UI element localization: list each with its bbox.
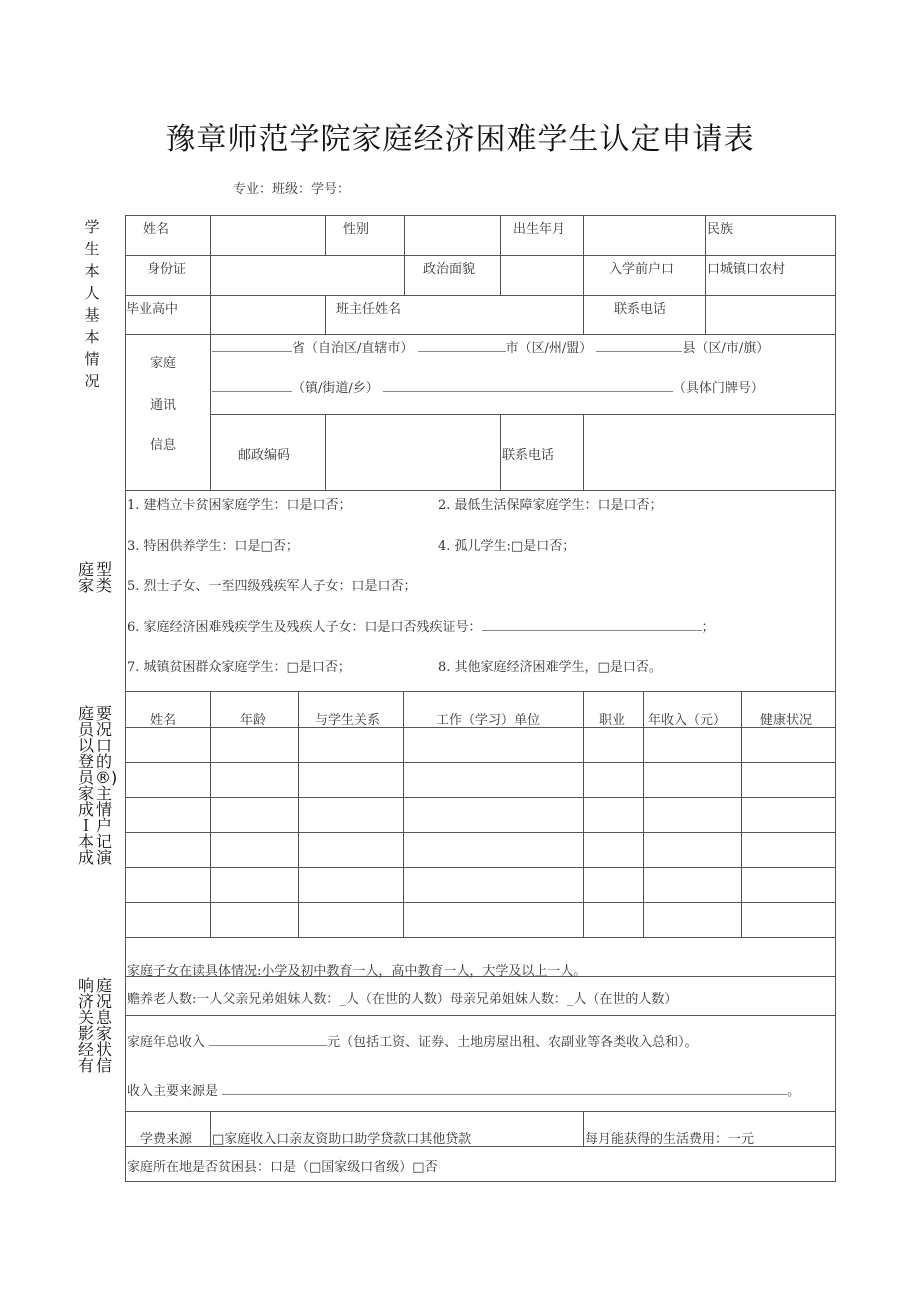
member-cell[interactable]	[126, 798, 210, 831]
address-line-1: 省（自治区/直辖市） 市（区/州/盟） 县（区/市/旗）	[212, 337, 769, 356]
name-field[interactable]	[211, 216, 324, 254]
postcode-field[interactable]	[326, 415, 499, 489]
door-blank[interactable]	[383, 379, 673, 392]
income-source-line: 收入主要来源是 。	[127, 1084, 801, 1099]
member-cell[interactable]	[644, 728, 741, 761]
side-label-char: 要	[95, 704, 112, 723]
side-label-char: 家	[95, 1024, 112, 1043]
member-cell[interactable]	[404, 833, 583, 866]
members-header-name: 姓名	[150, 713, 177, 728]
gender-label: 性别	[343, 222, 370, 237]
side-label-char: 口	[95, 736, 112, 755]
side-label-char: 息	[95, 1008, 112, 1027]
side-label-char: 本	[77, 832, 94, 851]
ethnicity-label: 民族	[707, 222, 734, 237]
contact-label-1: 家庭	[150, 356, 177, 371]
family-type-item-1[interactable]: 1. 建档立卡贫困家庭学生：口是口否；	[127, 498, 352, 513]
county-blank[interactable]	[596, 339, 682, 352]
member-cell[interactable]	[742, 868, 835, 901]
high-school-field[interactable]	[211, 296, 324, 334]
major-class-id-line: 专业：班级：学号：	[233, 182, 351, 197]
member-cell[interactable]	[742, 903, 835, 936]
contact-label-2: 通讯	[150, 398, 177, 413]
family-type-item-3[interactable]: 3. 特困供养学生：口是□否；	[127, 539, 299, 554]
member-cell[interactable]	[404, 868, 583, 901]
member-cell[interactable]	[644, 903, 741, 936]
member-cell[interactable]	[211, 728, 298, 761]
side-label-family-type	[77, 562, 113, 594]
members-header-health: 健康状况	[760, 713, 813, 728]
annual-income-line: 家庭年总收入 元（包括工资、证券、土地房屋出租、农副业等各类收入总和）。	[127, 1035, 698, 1050]
side-label-char: 况	[95, 992, 112, 1011]
member-cell[interactable]	[644, 763, 741, 796]
name-label: 姓名	[143, 222, 170, 237]
member-cell[interactable]	[584, 728, 643, 761]
hukou-options[interactable]: 口城镇口农村	[707, 262, 786, 277]
side-label-char: 户	[95, 816, 112, 835]
children-education[interactable]: 家庭子女在读具体情况:小学及初中教育一人，高中教育一人，大学及以上一人。	[127, 964, 587, 979]
birth-label: 出生年月	[513, 222, 566, 237]
side-label-char: 型	[95, 560, 112, 579]
side-label-char: 关	[77, 1008, 94, 1027]
town-blank[interactable]	[212, 379, 292, 392]
side-label-char: 登	[77, 752, 94, 771]
member-cell[interactable]	[211, 903, 298, 936]
political-label: 政治面貌	[423, 262, 476, 277]
member-cell[interactable]	[299, 833, 403, 866]
city-blank[interactable]	[418, 339, 506, 352]
side-label-char: 成	[77, 848, 94, 867]
contact-phone-field[interactable]	[584, 415, 834, 489]
member-cell[interactable]	[584, 868, 643, 901]
member-cell[interactable]	[584, 763, 643, 796]
side-label-char: 类	[95, 576, 112, 595]
id-label: 身份证	[147, 262, 187, 277]
political-field[interactable]	[501, 256, 582, 294]
side-label-char: 员	[77, 768, 94, 787]
side-label-char: 况	[95, 720, 112, 739]
side-label-char: 庭	[95, 976, 112, 995]
high-school-label: 毕业高中	[126, 302, 179, 317]
side-label-char: 演	[95, 848, 112, 867]
members-header-occupation: 职业	[599, 713, 626, 728]
side-label-char: 情	[84, 350, 100, 368]
family-type-item-4[interactable]: 4. 孤儿学生:□是口否；	[438, 539, 576, 554]
side-label-char: ®)	[95, 768, 118, 787]
side-label-economic-info	[77, 978, 113, 1074]
member-cell[interactable]	[742, 833, 835, 866]
side-label-char: 情	[95, 800, 112, 819]
side-label-char: 有	[77, 1056, 94, 1075]
member-cell[interactable]	[299, 868, 403, 901]
side-label-basic-info	[82, 216, 102, 392]
side-label-char: 以	[77, 736, 94, 755]
member-cell[interactable]	[299, 903, 403, 936]
postcode-label: 邮政编码	[238, 448, 291, 463]
family-type-item-6[interactable]: 6. 家庭经济困难残疾学生及残疾人子女：口是口否残疾证号： ；	[127, 620, 715, 635]
side-label-char: 生	[84, 240, 100, 258]
member-cell[interactable]	[644, 798, 741, 831]
side-label-char: 主	[95, 784, 112, 803]
side-label-char: 济	[77, 992, 94, 1011]
elders-siblings[interactable]: 赡养老人数:一人父亲兄弟姐妹人数：_人（在世的人数）母亲兄弟姐妹人数：_人（在世的人数）	[127, 992, 678, 1007]
member-cell[interactable]	[126, 763, 210, 796]
side-label-char: 记	[95, 832, 112, 851]
side-label-char: 本	[84, 328, 100, 346]
members-header-income: 年收入（元）	[648, 713, 727, 728]
member-cell[interactable]	[126, 868, 210, 901]
member-cell[interactable]	[404, 798, 583, 831]
tuition-source-options[interactable]: □家庭收入口亲友资助口助学贷款口其他贷款	[212, 1132, 472, 1147]
side-label-char: 经	[77, 1040, 94, 1059]
side-label-char: 员	[77, 720, 94, 739]
gender-field[interactable]	[405, 216, 499, 254]
member-cell[interactable]	[644, 833, 741, 866]
side-label-char: 家	[77, 576, 94, 595]
contact-phone-label: 联系电话	[502, 448, 555, 463]
income-source-blank[interactable]	[222, 1082, 787, 1095]
side-label-char: 学	[84, 218, 100, 236]
member-cell[interactable]	[299, 763, 403, 796]
member-cell[interactable]	[126, 903, 210, 936]
member-cell[interactable]	[299, 728, 403, 761]
members-header-workplace: 工作（学习）单位	[436, 713, 541, 728]
side-label-char: 况	[84, 372, 100, 390]
side-label-char: 信	[95, 1056, 112, 1075]
phone-field[interactable]	[706, 296, 834, 334]
member-cell[interactable]	[404, 763, 583, 796]
id-field[interactable]	[211, 256, 403, 294]
member-cell[interactable]	[126, 833, 210, 866]
side-label-char: 响	[77, 976, 94, 995]
member-cell[interactable]	[742, 798, 835, 831]
member-cell[interactable]	[299, 798, 403, 831]
side-label-char: 人	[84, 284, 100, 302]
annual-income-blank[interactable]	[209, 1033, 327, 1046]
side-label-char: 状	[95, 1040, 112, 1059]
tuition-source-label: 学费来源	[140, 1132, 193, 1147]
member-cell[interactable]	[584, 833, 643, 866]
family-type-item-5[interactable]: 5. 烈士子女、一至四级残疾军人子女：口是口否；	[127, 579, 417, 594]
side-label-char: 基	[84, 306, 100, 324]
member-cell[interactable]	[742, 728, 835, 761]
member-cell[interactable]	[211, 833, 298, 866]
members-header-age: 年龄	[240, 713, 267, 728]
monthly-living-cost[interactable]: 每月能获得的生活费用：一元	[585, 1132, 755, 1147]
contact-label-3: 信息	[150, 438, 177, 453]
side-label-char: 影	[77, 1024, 94, 1043]
member-cell[interactable]	[211, 868, 298, 901]
side-label-char: 本	[84, 262, 100, 280]
side-label-char: 庭	[77, 560, 94, 579]
member-cell[interactable]	[584, 903, 643, 936]
phone-label: 联系电话	[614, 302, 667, 317]
family-type-item-2[interactable]: 2. 最低生活保障家庭学生：口是口否；	[438, 498, 663, 513]
member-cell[interactable]	[742, 763, 835, 796]
side-label-char: 庭	[77, 704, 94, 723]
form-title: 豫章师范学院家庭经济困难学生认定申请表	[165, 122, 755, 157]
poor-county[interactable]: 家庭所在地是否贫困县：口是（□国家级口省级）□否	[127, 1160, 438, 1175]
disability-cert-blank[interactable]	[482, 618, 702, 631]
side-label-family-members	[77, 704, 118, 867]
family-type-item-8[interactable]: 8. 其他家庭经济困难学生，□是口否。	[438, 660, 662, 675]
teacher-label: 班主任姓名	[336, 302, 402, 317]
hukou-label: 入学前户口	[609, 262, 675, 277]
member-cell[interactable]	[404, 728, 583, 761]
family-type-item-7[interactable]: 7. 城镇贫困群众家庭学生：□是口否；	[127, 660, 351, 675]
member-cell[interactable]	[126, 728, 210, 761]
province-blank[interactable]	[212, 339, 292, 352]
birth-field[interactable]	[584, 216, 704, 254]
member-cell[interactable]	[211, 763, 298, 796]
side-label-char: 的	[95, 752, 112, 771]
side-label-char: 成	[77, 800, 94, 819]
member-cell[interactable]	[644, 868, 741, 901]
members-header-relation: 与学生关系	[315, 713, 381, 728]
address-line-2: （镇/街道/乡） （具体门牌号）	[212, 377, 764, 396]
member-cell[interactable]	[584, 798, 643, 831]
member-cell[interactable]	[211, 798, 298, 831]
side-label-char: 家	[77, 784, 94, 803]
side-label-char: Ｉ	[77, 816, 94, 835]
member-cell[interactable]	[404, 903, 583, 936]
